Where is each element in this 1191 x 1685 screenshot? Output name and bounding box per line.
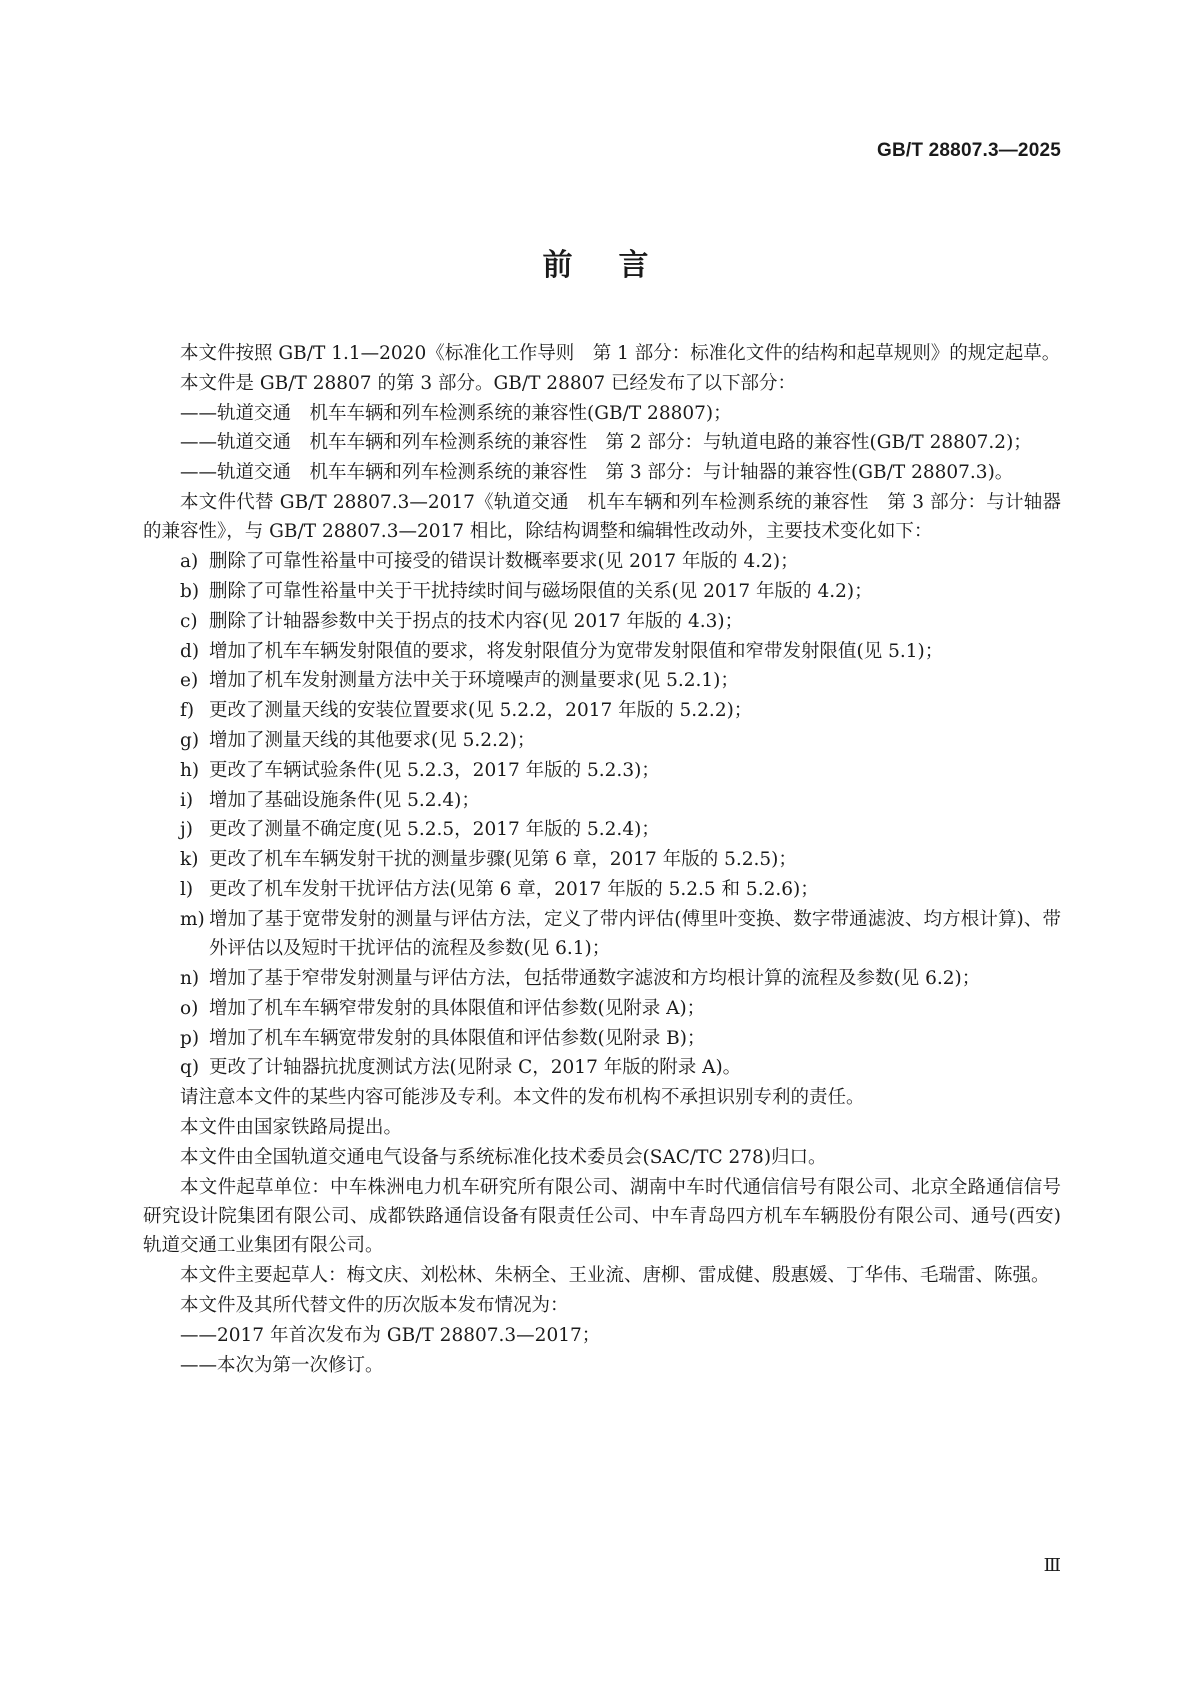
paragraph-drafting-units: 本文件起草单位：中车株洲电力机车研究所有限公司、湖南中车时代通信信号有限公司、北京全路通信信号研究设计院集团有限公司、成都铁路通信设备有限责任公司、中车青岛四方机车车辆股份有限公司、通号(西安)轨道交通工业集团有限公司。 <box>143 1176 1061 1257</box>
change-text: 删除了可靠性裕量中关于干扰持续时间与磁场限值的关系(见 2017 年版的 4.2)； <box>209 580 873 602</box>
change-marker: a) <box>180 551 199 573</box>
change-marker: g) <box>180 729 200 751</box>
part-list-item: ——轨道交通 机车车辆和列车检测系统的兼容性 第 3 部分：与计轴器的兼容性(GB/T 28807.3)。 <box>180 462 1014 484</box>
paragraph-part-intro: 本文件是 GB/T 28807 的第 3 部分。GB/T 28807 已经发布了以下部分： <box>180 372 797 394</box>
change-text: 增加了机车车辆窄带发射的具体限值和评估参数(见附录 A)； <box>209 997 706 1019</box>
change-item <box>143 1053 1061 1082</box>
change-item <box>143 637 1061 666</box>
change-text: 增加了机车发射测量方法中关于环境噪声的测量要求(见 5.2.1)； <box>209 670 739 692</box>
change-text: 更改了计轴器抗扰度测试方法(见附录 C，2017 年版的附录 A)。 <box>209 1057 742 1079</box>
change-text: 增加了机车车辆发射限值的要求，将发射限值分为宽带发射限值和窄带发射限值(见 5.1)； <box>209 640 944 662</box>
change-item <box>143 964 1061 993</box>
change-text: 删除了计轴器参数中关于拐点的技术内容(见 2017 年版的 4.3)； <box>209 610 744 632</box>
paragraph-patent-notice: 请注意本文件的某些内容可能涉及专利。本文件的发布机构不承担识别专利的责任。 <box>180 1087 865 1109</box>
change-item <box>143 577 1061 606</box>
paragraph-drafting-rules: 本文件按照 GB/T 1.1—2020《标准化工作导则 第 1 部分：标准化文件的结构和起草规则》的规定起草。 <box>180 343 1061 364</box>
change-text: 增加了基础设施条件(见 5.2.4)； <box>209 789 480 811</box>
change-text: 增加了机车车辆宽带发射的具体限值和评估参数(见附录 B)； <box>209 1027 706 1049</box>
change-text: 更改了车辆试验条件(见 5.2.3，2017 年版的 5.2.3)； <box>209 759 660 781</box>
change-marker: c) <box>180 610 198 632</box>
change-item <box>143 994 1061 1023</box>
change-item <box>143 905 1061 964</box>
change-marker: p) <box>180 1027 200 1049</box>
change-marker: n) <box>180 967 200 989</box>
change-marker: h) <box>180 759 200 781</box>
change-marker: m) <box>180 908 205 930</box>
history-item: ——本次为第一次修订。 <box>180 1354 384 1376</box>
change-item <box>143 875 1061 904</box>
change-item <box>143 696 1061 725</box>
change-text: 删除了可靠性裕量中可接受的错误计数概率要求(见 2017 年版的 4.2)； <box>209 551 799 573</box>
change-item <box>143 607 1061 636</box>
change-item <box>143 786 1061 815</box>
change-marker: k) <box>180 849 199 871</box>
change-marker: i) <box>180 789 194 811</box>
part-list-item: ——轨道交通 机车车辆和列车检测系统的兼容性(GB/T 28807)； <box>180 402 732 424</box>
change-item <box>143 666 1061 695</box>
changes-list <box>143 547 1061 1083</box>
paragraph-proposed-by: 本文件由国家铁路局提出。 <box>180 1116 403 1138</box>
change-text: 更改了机车车辆发射干扰的测量步骤(见第 6 章，2017 年版的 5.2.5)； <box>209 849 797 871</box>
change-marker: j) <box>180 819 193 841</box>
change-marker: d) <box>180 640 200 662</box>
page-number: Ⅲ <box>1043 1555 1061 1575</box>
paragraph-history-intro: 本文件及其所代替文件的历次版本发布情况为： <box>180 1294 569 1316</box>
change-marker: l) <box>180 878 194 900</box>
change-marker: o) <box>180 997 199 1019</box>
change-text: 更改了机车发射干扰评估方法(见第 6 章，2017 年版的 5.2.5 和 5.2.6)； <box>209 878 819 900</box>
change-text: 更改了测量不确定度(见 5.2.5，2017 年版的 5.2.4)； <box>209 819 660 841</box>
part-list-item: ——轨道交通 机车车辆和列车检测系统的兼容性 第 2 部分：与轨道电路的兼容性(GB/T 28807.2)； <box>180 432 1032 454</box>
page-title: 前言 <box>542 248 695 283</box>
change-item <box>143 845 1061 874</box>
change-item <box>143 547 1061 576</box>
change-item <box>143 756 1061 785</box>
change-marker: b) <box>180 580 200 602</box>
change-marker: e) <box>180 670 199 692</box>
change-marker: q) <box>180 1057 200 1079</box>
change-item <box>143 726 1061 755</box>
change-text: 更改了测量天线的安装位置要求(见 5.2.2，2017 年版的 5.2.2)； <box>209 700 753 722</box>
change-marker: f) <box>180 700 195 722</box>
change-item <box>143 1024 1061 1053</box>
paragraph-under-jurisdiction: 本文件由全国轨道交通电气设备与系统标准化技术委员会(SAC/TC 278)归口。 <box>180 1146 827 1168</box>
change-text: 增加了基于窄带发射测量与评估方法，包括带通数字滤波和方均根计算的流程及参数(见 6.2)； <box>209 967 981 989</box>
change-text: 增加了基于宽带发射的测量与评估方法，定义了带内评估(傅里叶变换、数字带通滤波、均方根计算)、带外评估以及短时干扰评估的流程及参数(见 6.1)； <box>209 908 1061 960</box>
history-item: ——2017 年首次发布为 GB/T 28807.3—2017； <box>180 1324 601 1346</box>
paragraph-drafters: 本文件主要起草人：梅文庆、刘松林、朱柄全、王业流、唐柳、雷成健、殷惠媛、丁华伟、毛瑞雷、陈强。 <box>180 1265 1050 1287</box>
foreword-body <box>143 339 1061 1380</box>
change-item <box>143 815 1061 844</box>
change-text: 增加了测量天线的其他要求(见 5.2.2)； <box>209 729 536 751</box>
paragraph-replacement: 本文件代替 GB/T 28807.3—2017《轨道交通 机车车辆和列车检测系统的兼容性 第 3 部分：与计轴器的兼容性》，与 GB/T 28807.3—2017 相比，除结构调整和编辑性改动外，主要技术变化如下： <box>143 491 1061 543</box>
standard-number: GB/T 28807.3—2025 <box>876 140 1061 161</box>
